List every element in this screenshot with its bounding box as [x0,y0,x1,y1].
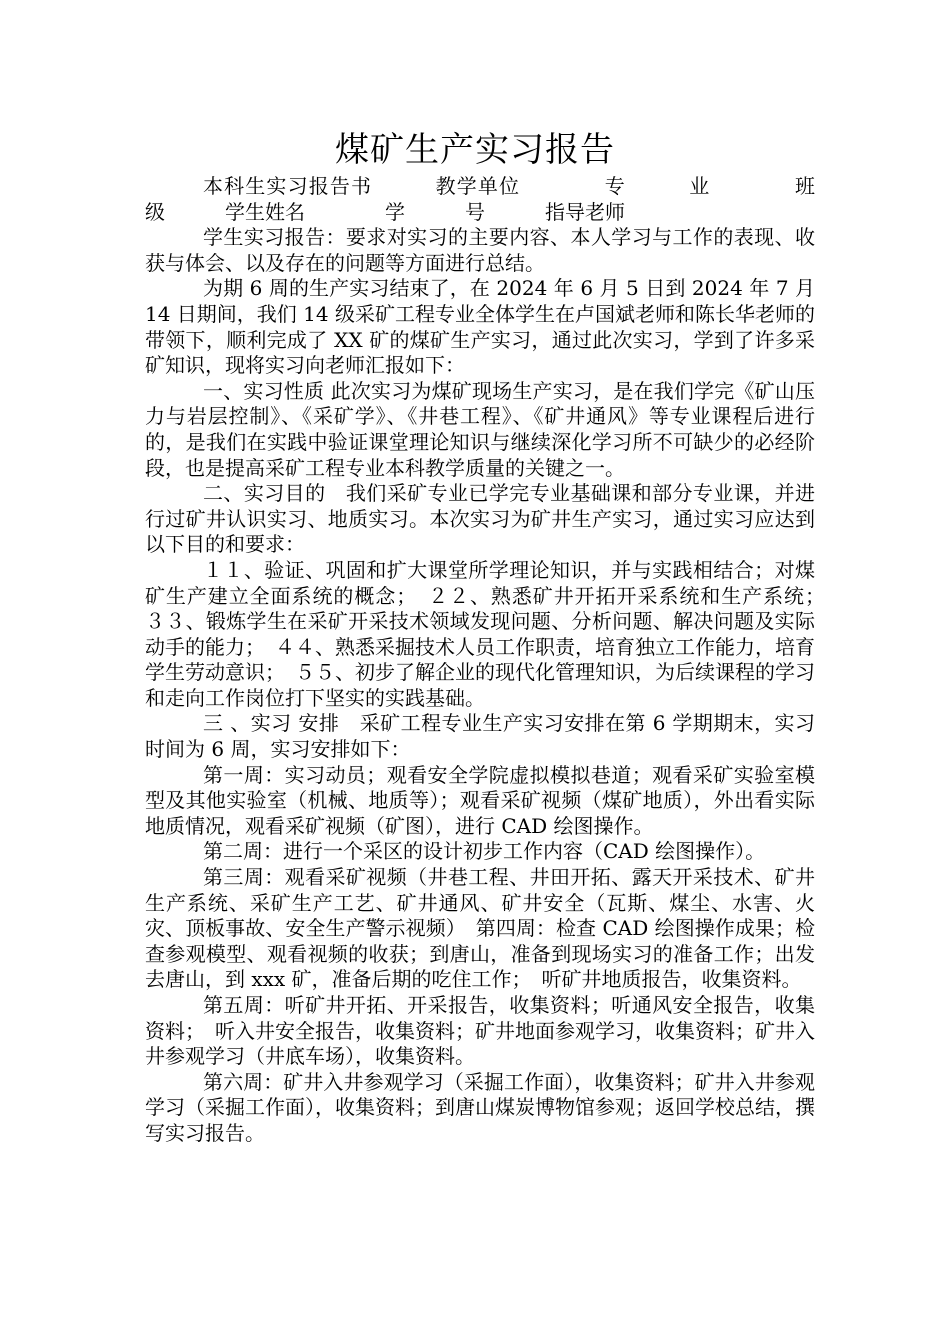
paragraph-goals: １１、验证、巩固和扩大课堂所学理论知识，并与实践相结合；对煤矿生产建立全面系统的概念； ２２、熟悉矿井开拓开采系统和生产系统； ３３、锻炼学生在采矿开采技术领域发现问题、分析问题、解决问题及实际动手的能力； ４４、熟悉采掘技术人员工作职责，培育独立工作能力，培育学生劳动意识； ５５、初步了解企业的现代化管理知识，为后续课程的学习和走向工作岗位打下坚实的实践基础。 [145,557,855,710]
paragraph-nature: 一、实习性质 此次实习为煤矿现场生产实习，是在我们学完《矿山压力与岩层控制》、《采矿学》、《井巷工程》、《矿井通风》等专业课程后进行的，是我们在实践中验证课堂理论知识与继续深化学习所不可缺少的必经阶段，也是提高采矿工程专业本科教学质量的关键之一。 [145,378,815,480]
paragraph-week-1: 第一周：实习动员；观看安全学院虚拟模拟巷道；观看采矿实验室模型及其他实验室（机械、地质等）；观看采矿视频（煤矿地质），外出看实际地质情况，观看采矿视频（矿图），进行 CAD 绘图操作。 [145,762,815,838]
paragraph-arrangement: 三 、实习 安排 采矿工程专业生产实习安排在第 6 学期期末，实习时间为 6 周，实习安排如下： [145,711,815,762]
paragraph-week-2: 第二周：进行一个采区的设计初步工作内容（CAD 绘图操作）。 [203,839,766,864]
document-body [145,174,855,1147]
report-header-line: 本科生实习报告书 教学单位 专 业 班 级 学生姓名 学 号 指导老师 [145,174,855,224]
paragraph-purpose: 二、实习目的 我们采矿专业已学完专业基础课和部分专业课，并进行过矿井认识实习、地质实习。本次实习为矿井生产实习，通过实习应达到以下目的和要求： [145,481,815,557]
paragraph-intro: 为期 6 周的生产实习结束了，在 2024 年 6 月 5 日到 2024 年 7 月 14 日期间，我们 14 级采矿工程专业全体学生在卢国斌老师和陈长华老师的带领下，顺利完成了 XX 矿的煤矿生产实习，通过此次实习，学到了许多采矿知识，现将实习向老师汇报如下： [145,276,815,378]
paragraph-week-6: 第六周：矿井入井参观学习（采掘工作面），收集资料；矿井入井参观学习（采掘工作面），收集资料；到唐山煤炭博物馆参观；返回学校总结，撰写实习报告。 [145,1069,815,1145]
document-title: 煤矿生产实习报告 [335,130,615,170]
paragraph-week-5: 第五周：听矿井开拓、开采报告，收集资料；听通风安全报告，收集资料； 听入井安全报告，收集资料；矿井地面参观学习，收集资料；矿井入井参观学习（井底车场），收集资料。 [145,993,815,1069]
paragraph-week-3-4: 第三周：观看采矿视频（井巷工程、井田开拓、露天开采技术、矿井生产系统、采矿生产工艺、矿井通风、矿井安全（瓦斯、煤尘、水害、火灾、顶板事故、安全生产警示视频） 第四周：检查 CAD 绘图操作成果；检查参观模型、观看视频的收获；到唐山，准备到现场实习的准备工作；出发去唐山，到 xxx 矿，准备后期的吃住工作； 听矿井地质报告，收集资料。 [145,865,815,992]
paragraph-requirements: 学生实习报告：要求对实习的主要内容、本人学习与工作的表现、收获与体会、以及存在的问题等方面进行总结。 [145,225,815,275]
